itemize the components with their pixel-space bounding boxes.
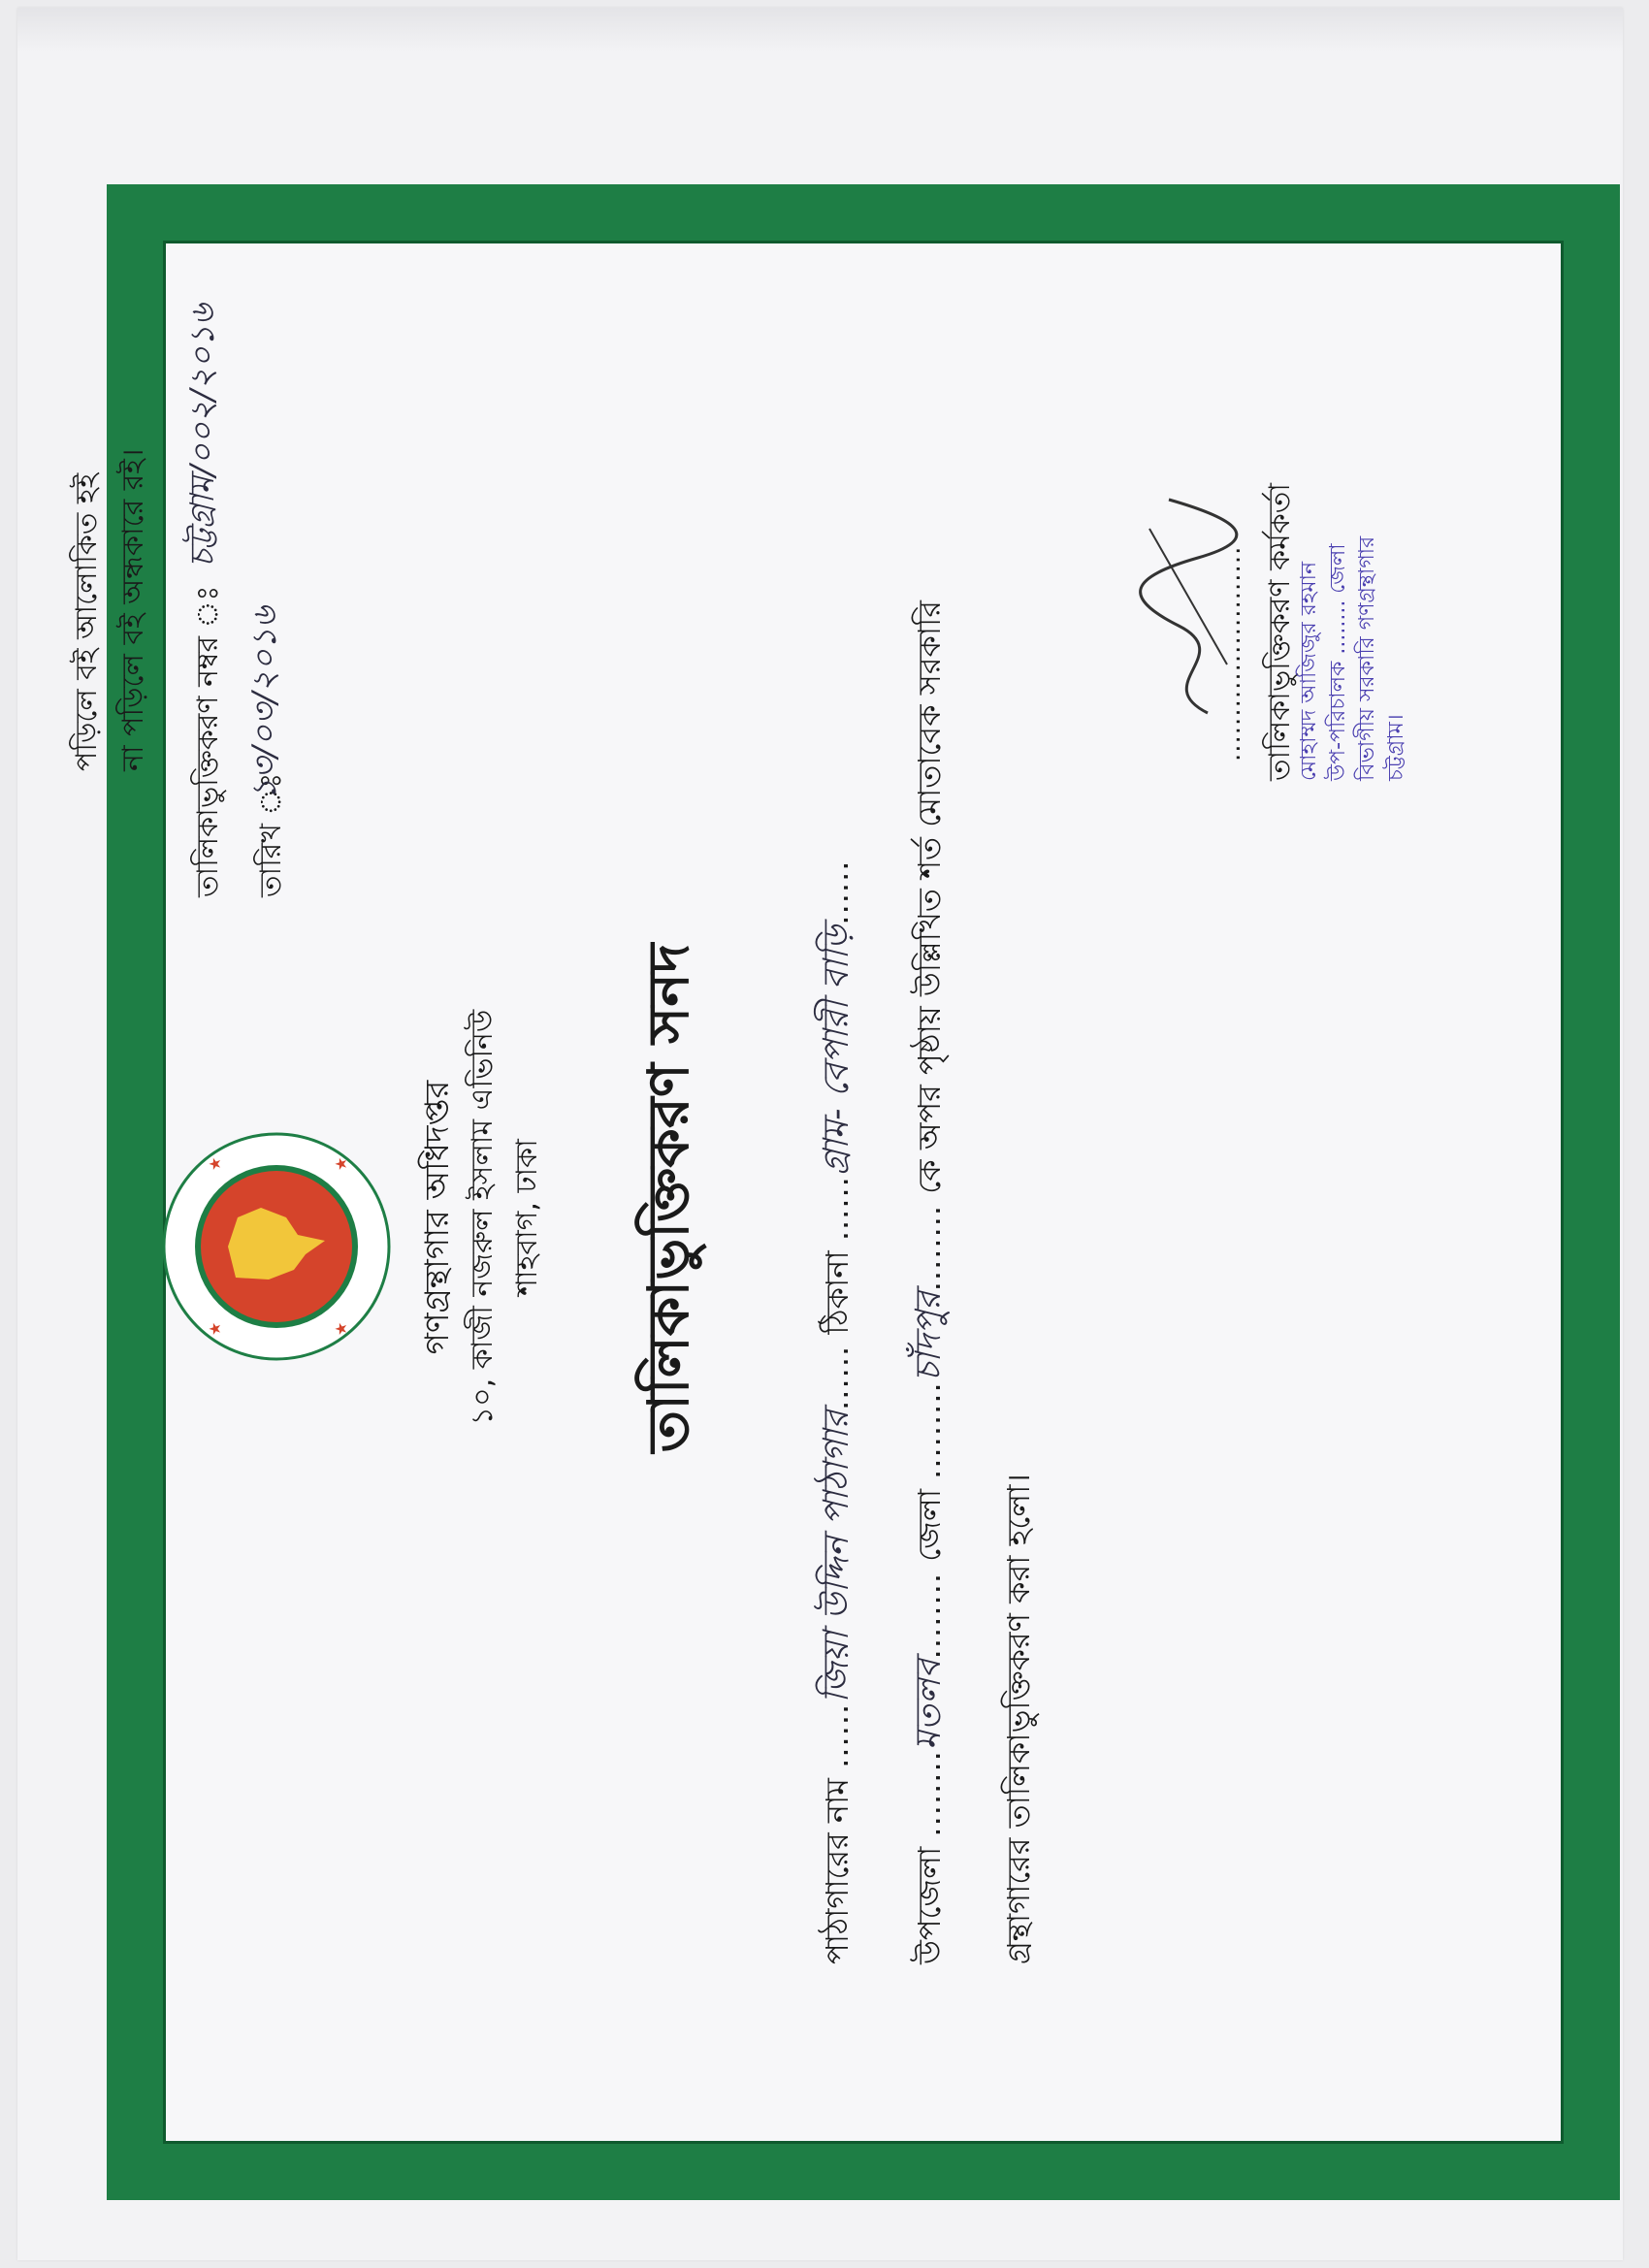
location-line: উপজেলা ........মতলব........ জেলা .........চাঁদপুর........ কে অপর পৃষ্ঠায় উল্লিখিত শর্ত মোতাবেক সরকারি	[909, 600, 949, 1964]
certificate-content	[24, 179, 1421, 2081]
government-emblem-icon	[160, 1130, 393, 1363]
svg-text:★: ★	[206, 1321, 224, 1336]
officer-dots: ........................	[1217, 545, 1246, 761]
stamp-line1: মোহাম্মদ আজিজুর রহমান	[1297, 561, 1321, 781]
library-name-line: পাঠাগারের নাম ......জিয়া উদ্দিন পাঠাগার...... ঠিকানা ......গ্রাম- বেপারী বাড়ি......	[817, 859, 857, 1964]
organization-address-line1: ১০, কাজী নজরুল ইসলাম এভিনিউ	[466, 1009, 500, 1426]
district-label: জেলা	[911, 1489, 948, 1562]
line2-tail-text: কে অপর পৃষ্ঠায় উল্লিখিত শর্ত মোতাবেক সরকারি	[911, 600, 948, 1194]
officer-title: তালিকাভুক্তিকরণ কর্মকর্তা	[1263, 483, 1297, 781]
organization-name: গণগ্রন্থাগার অধিদপ্তর	[418, 1080, 457, 1355]
stamp-line3: বিভাগীয় সরকারি গণগ্রন্থাগার	[1355, 535, 1379, 781]
stamp-line4: চট্টগ্রাম।	[1384, 714, 1408, 781]
header-note-line2: না পড়িলে বই অন্ধকারে রই।	[116, 448, 150, 771]
svg-text:★: ★	[332, 1156, 350, 1171]
certificate-title: তালিকাভুক্তিকরণ সনদ	[635, 943, 701, 1453]
registration-value: চট্টগ্রাম/০০২/২০১৬	[183, 304, 222, 567]
address-label: ঠিকানা	[819, 1250, 856, 1335]
library-name-value: জিয়া উদ্দিন পাঠাগার	[817, 1409, 857, 1703]
header-note-line1: পড়িলে বই আলোকিত হই	[70, 472, 104, 771]
svg-text:★: ★	[332, 1321, 350, 1336]
officer-seal-stamp	[1295, 412, 1411, 781]
stamp-line2: উপ-পরিচালক ........ জেলা	[1326, 543, 1350, 781]
date-value: ১৩/০৩/২০১৬	[245, 606, 284, 800]
organization-address-line2: শাহবাগ, ঢাকা	[510, 1139, 544, 1296]
page-fold-shadow	[17, 8, 1623, 52]
date-label: তারিখ ঃ	[254, 772, 288, 897]
address-value: গ্রাম- বেপারী বাড়ি	[817, 924, 857, 1177]
upazila-value: মতলব	[909, 1659, 949, 1751]
enlistment-statement: গ্রন্থাগারের তালিকাভুক্তিকরণ করা হলো।	[1000, 1474, 1037, 1964]
upazila-label: উপজেলা	[911, 1846, 948, 1964]
district-value: চাঁদপুর	[909, 1291, 949, 1382]
registration-label: তালিকাভুক্তিকরণ নম্বর ঃ	[191, 585, 225, 897]
svg-text:★: ★	[206, 1156, 224, 1171]
library-name-label: পাঠাগারের নাম	[819, 1777, 856, 1964]
